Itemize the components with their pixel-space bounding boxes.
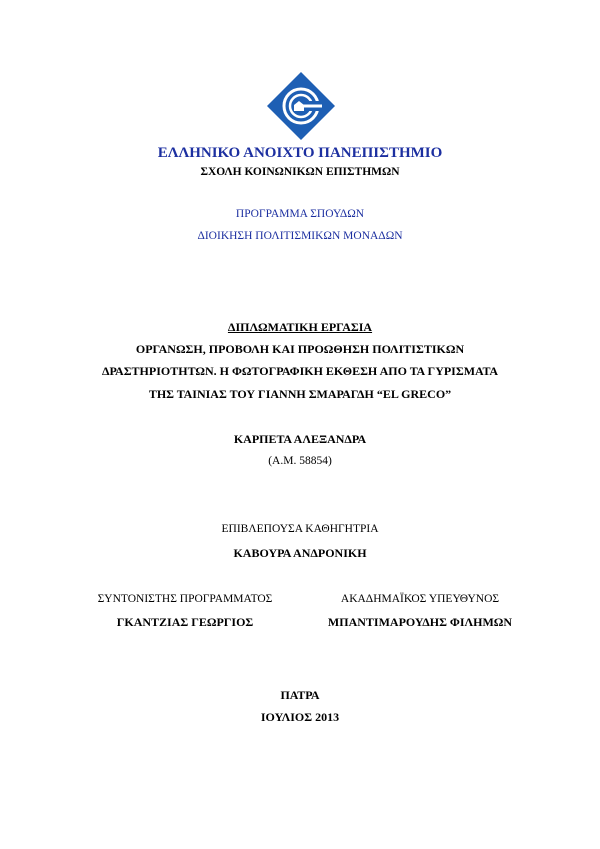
thesis-title-line-3: ΤΗΣ ΤΑΙΝΙΑΣ ΤΟΥ ΓΙΑΝΝΗ ΣΜΑΡΑΓΔΗ “EL GRECO” [148, 387, 452, 401]
university-title: ΕΛΛΗΝΙΚΟ ΑΝΟΙΧΤΟ ΠΑΝΕΠΙΣΤΗΜΙΟ [157, 145, 443, 161]
supervisor-label: ΕΠΙΒΛΕΠΟΥΣΑ ΚΑΘΗΓΗΤΡΙΑ [221, 523, 379, 535]
academic-responsible-label: ΑΚΑΔΗΜΑΪΚΟΣ ΥΠΕΥΘΥΝΟΣ [340, 593, 500, 605]
author-name: ΚΑΡΠΕΤΑ ΑΛΕΞΑΝΔΡΑ [233, 432, 367, 446]
thesis-label: ΔΙΠΛΩΜΑΤΙΚΗ ΕΡΓΑΣΙΑ [227, 320, 373, 334]
thesis-title-line-2: ΔΡΑΣΤΗΡΙΟΤΗΤΩΝ. Η ΦΩΤΟΓΡΑΦΙΚΗ ΕΚΘΕΣΗ ΑΠΟ ΤΑ ΓΥΡΙΣΜΑΤΑ [101, 364, 499, 378]
academic-responsible-name: ΜΠΑΝΤΙΜΑΡΟΥΔΗΣ ΦΙΛΗΜΩΝ [327, 615, 513, 629]
program-label: ΠΡΟΓΡΑΜΜΑ ΣΠΟΥΔΩΝ [235, 208, 365, 220]
submission-date: ΙΟΥΛΙΟΣ 2013 [260, 710, 340, 724]
author-registration-number: (Α.Μ. 58854) [268, 455, 332, 467]
thesis-title-line-1: ΟΡΓΑΝΩΣΗ, ΠΡΟΒΟΛΗ ΚΑΙ ΠΡΟΩΘΗΣΗ ΠΟΛΙΤΙΣΤΙΚΩΝ [135, 342, 465, 356]
coordinator-label: ΣΥΝΤΟΝΙΣΤΗΣ ΠΡΟΓΡΑΜΜΑΤΟΣ [97, 593, 273, 605]
supervisor-name: ΚΑΒΟΥΡΑ ΑΝΔΡΟΝΙΚΗ [233, 546, 367, 560]
coordinator-name: ΓΚΑΝΤΖΙΑΣ ΓΕΩΡΓΙΟΣ [116, 615, 254, 629]
program-name: ΔΙΟΙΚΗΣΗ ΠΟΛΙΤΙΣΜΙΚΩΝ ΜΟΝΑΔΩΝ [197, 230, 403, 242]
eap-diamond-logo-icon [266, 71, 336, 141]
school-name: ΣΧΟΛΗ ΚΟΙΝΩΝΙΚΩΝ ΕΠΙΣΤΗΜΩΝ [200, 166, 400, 178]
city: ΠΑΤΡΑ [280, 688, 320, 702]
